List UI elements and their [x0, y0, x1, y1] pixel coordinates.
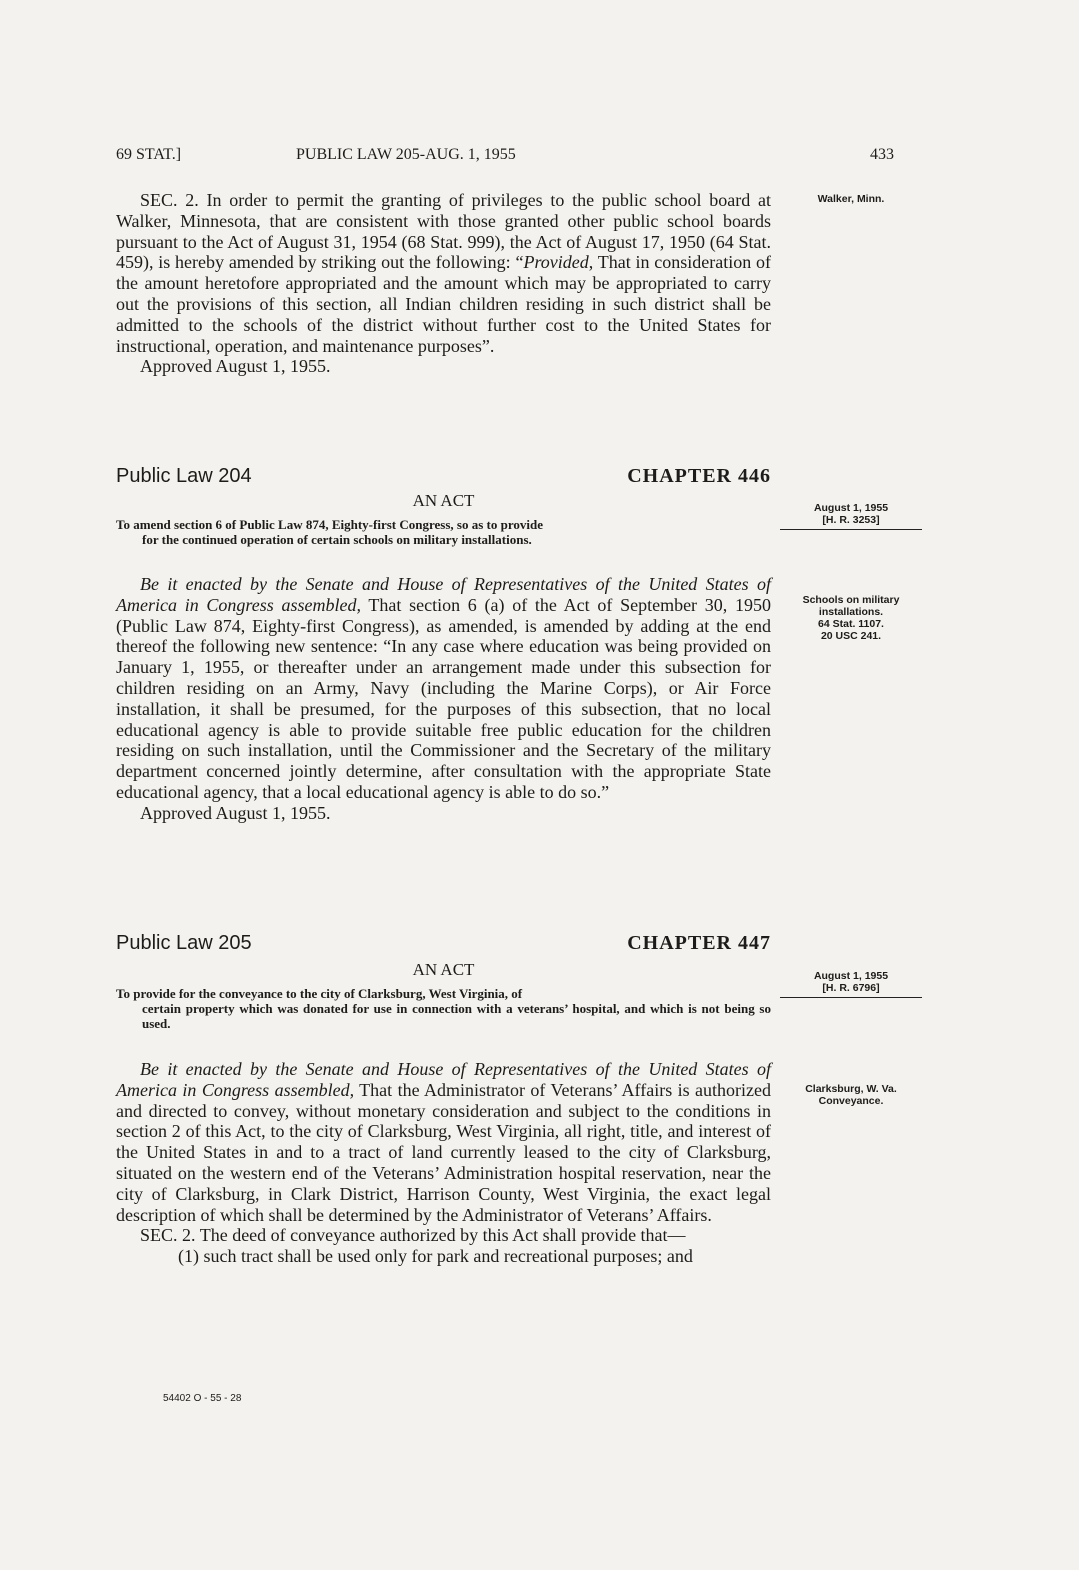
margin-citation: 64 Stat. 1107. [818, 618, 884, 630]
section-text: In order to permit the granting of privileges to the public school board at Walker, Minnesota, that are consistent with those granted other public school boards pursuant to the Act of August 31, 1954 (68 Stat. 999), the Act of August 17, 1950 (64 Stat. 459), is hereby amended by striking out the following: “ [116, 190, 772, 273]
running-header [116, 146, 894, 170]
margin-bill-205 [780, 970, 922, 998]
chapter-label: CHAPTER 447 [627, 932, 771, 954]
margin-topic: Conveyance. [818, 1095, 884, 1107]
public-law-205-heading [116, 932, 771, 958]
act-title-line1: To provide for the conveyance to the city of Clarksburg, West Virginia, of [116, 986, 523, 1001]
stat-volume: 69 STAT.] [116, 146, 182, 163]
enacting-clause: Be it enacted by the Senate and House of Representatives of the United States of America in Congress assembled, [116, 574, 771, 615]
margin-bill-number: [H. R. 3253] [822, 514, 880, 526]
approved-date: Approved August 1, 1955. [140, 802, 331, 823]
an-act-heading: AN ACT [412, 491, 475, 510]
law-body-text: That section 6 (a) of the Act of September 30, 1950 (Public Law 874, Eighty-first Congress), as amended, is amended by adding at the end thereof the following new sentence: “In any case where education was being provided on January 1, 1955, or thereafter under an arrangement made under this subsection for children residing on an Army, Navy (including the Marine Corps), or Air Force installation, it shall be presumed, for the purposes of this subsection, that no local educational agency is able to provide suitable free public education for the children residing on such installation, until the Commissioner and the Secretary of the military department concerned jointly determine, after consultation with the appropriate State educational agency, that a local educational agency is able to do so.” [116, 594, 771, 802]
header-title: PUBLIC LAW 205-AUG. 1, 1955 [296, 146, 516, 163]
section-2-paragraph [116, 190, 771, 356]
act-title-line1: To amend section 6 of Public Law 874, Eighty-first Congress, so as to provide [116, 517, 543, 532]
margin-place: Clarksburg, W. Va. [805, 1083, 897, 1095]
section-lead: SEC. 2. [140, 190, 199, 210]
section-text: The deed of conveyance authorized by this Act shall provide that— [199, 1225, 686, 1246]
public-law-204-heading [116, 465, 771, 491]
section-2-walker [116, 190, 771, 377]
act-title-line2: certain property which was donated for use in connection with a veterans’ hospital, and which is not being so used. [142, 1001, 771, 1031]
margin-notes-205 [780, 1083, 922, 1107]
margin-bill-204 [780, 502, 922, 530]
provided-term: Provided [523, 252, 589, 273]
margin-notes-204 [780, 594, 922, 642]
law-body-text: That the Administrator of Veterans’ Affairs is authorized and directed to convey, without monetary consideration and subject to the conditions in section 2 of this Act, to the city of Clarksburg, West Virginia, all right, title, and interest of the United States in and to a tract of land currently leased to the city of Clarksburg, situated on the western end of the Veterans’ Administration hospital reservation, near the city of Clarksburg, in Clark District, Harrison County, West Virginia, the exact legal description of which shall be determined by the Administrator of Veterans’ Affairs. [116, 1079, 772, 1225]
section-2-paragraph [116, 1225, 771, 1246]
enacting-paragraph [116, 1059, 771, 1225]
enacting-clause: Be it enacted by the Senate and House of Representatives of the United States of America in Congress assembled, [116, 1059, 771, 1100]
margin-note-walker: Walker, Minn. [817, 193, 885, 205]
approved-date: Approved August 1, 1955. [140, 356, 331, 377]
list-item-text: (1) such tract shall be used only for park and recreational purposes; and [178, 1246, 693, 1267]
section-text-continued: , That in consideration of the amount heretofore appropriated and the amount which may be appropriated to carry out the provisions of this section, all Indian children residing in such district shall be admitted to the schools of the district without further cost to the United States for instructional, operation, and maintenance purposes”. [116, 252, 772, 356]
print-code: 54402 O - 55 - 28 [163, 1393, 242, 1404]
act-title-line2: for the continued operation of certain schools on military installations. [142, 532, 532, 547]
margin-topic: Schools on military installations. [802, 594, 900, 618]
section-lead: SEC. 2. [140, 1225, 196, 1246]
margin-date: August 1, 1955 [813, 970, 889, 982]
law-204-body [116, 574, 771, 824]
public-law-label: Public Law 205 [116, 932, 252, 954]
margin-bill-number: [H. R. 6796] [822, 982, 880, 994]
list-item [116, 1246, 771, 1267]
page-number: 433 [870, 146, 894, 163]
act-title [116, 986, 771, 1031]
act-title [116, 517, 771, 547]
chapter-label: CHAPTER 446 [627, 465, 771, 487]
public-law-label: Public Law 204 [116, 465, 252, 487]
margin-usc: 20 USC 241. [820, 630, 882, 642]
law-205-body [116, 1059, 771, 1267]
enacting-paragraph [116, 574, 771, 803]
margin-date: August 1, 1955 [813, 502, 889, 514]
an-act-heading: AN ACT [412, 960, 475, 979]
